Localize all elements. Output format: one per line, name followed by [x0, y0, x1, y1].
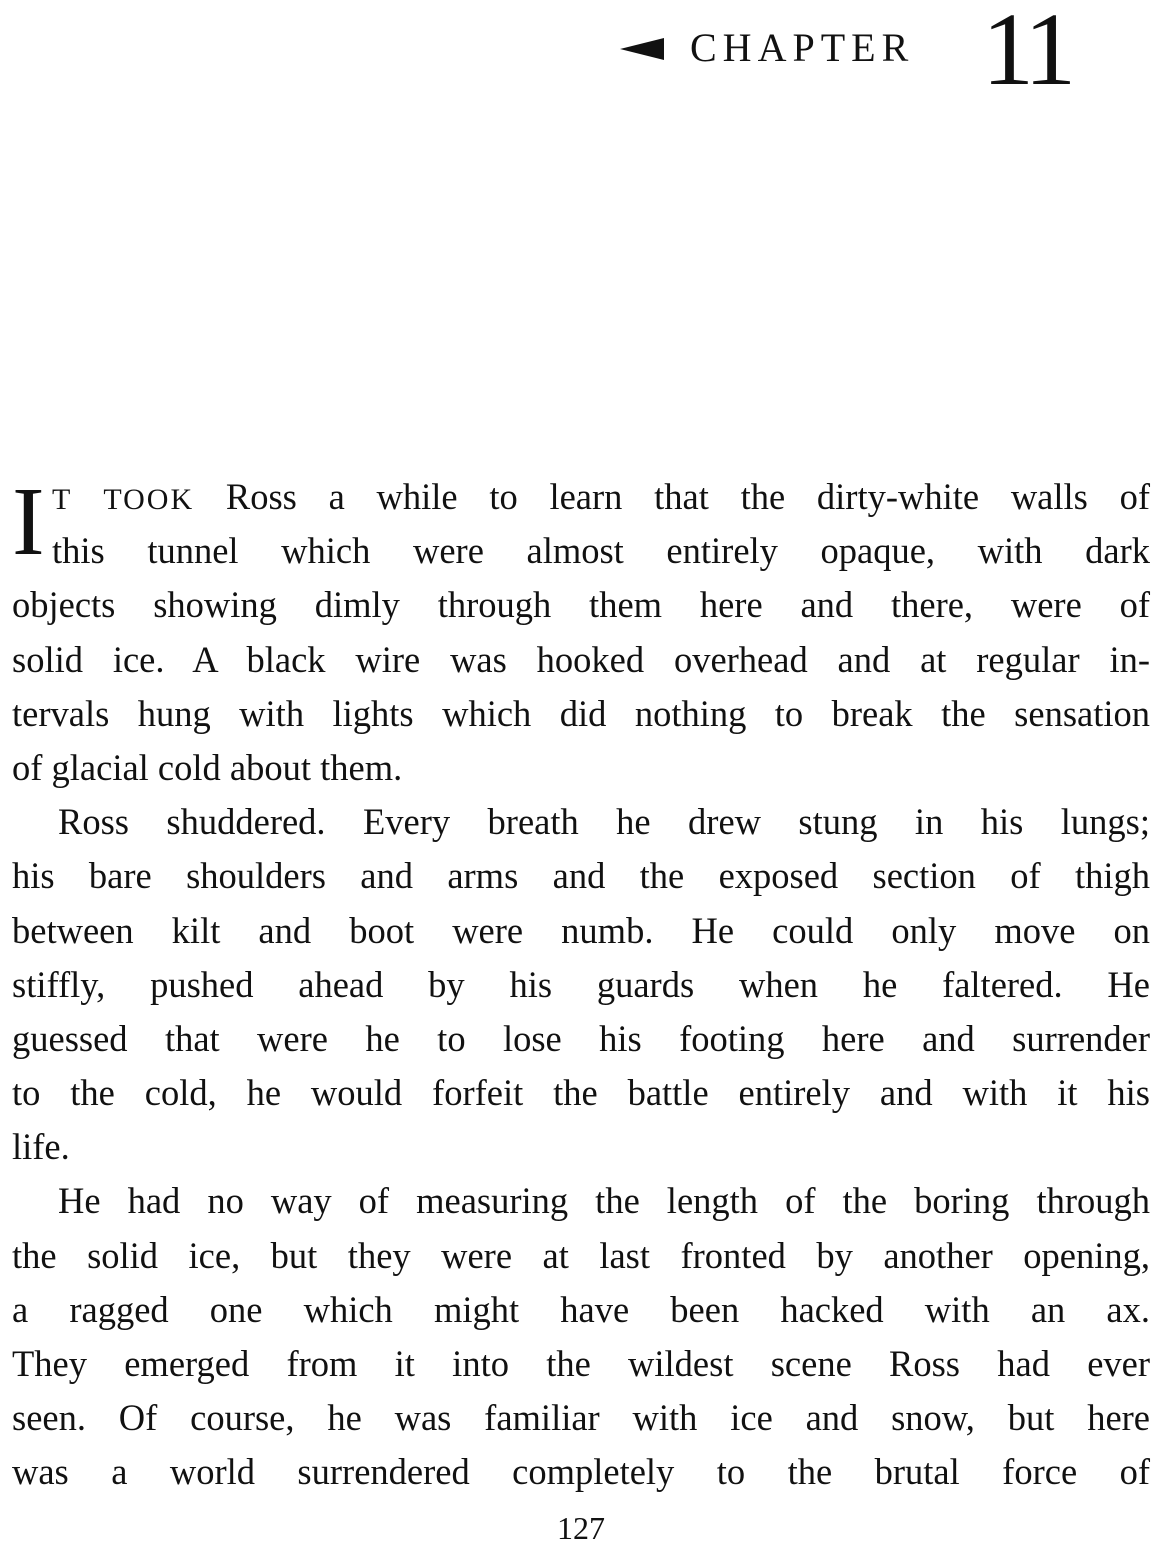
chapter-number: 11 [982, 0, 1071, 107]
text-line: to the cold, he would forfeit the battle entirely and with it his [12, 1072, 1150, 1114]
opening-small-caps: T TOOK [52, 483, 195, 516]
text-line: guessed that were he to lose his footing here and surrender [12, 1017, 1150, 1059]
chapter-label: CHAPTER [690, 25, 915, 70]
text-line: seen. Of course, he was familiar with ice and snow, but here [12, 1397, 1150, 1439]
text-line: the solid ice, but they were at last fronted by another opening, [12, 1234, 1150, 1276]
body-text [12, 470, 1150, 1500]
text-line: objects showing dimly through them here and there, were of [12, 584, 1150, 626]
text-line: a ragged one which might have been hacked with an ax. [12, 1288, 1150, 1330]
text-line: his bare shoulders and arms and the exposed section of thigh [12, 855, 1150, 897]
text-line: Ross shuddered. Every breath he drew stung in his lungs; [58, 801, 1150, 843]
text-line: this tunnel which were almost entirely opaque, with dark [52, 530, 1150, 572]
text-line: solid ice. A black wire was hooked overhead and at regular in- [12, 638, 1150, 680]
paragraph-1 [12, 470, 1150, 795]
text-line: stiffly, pushed ahead by his guards when he faltered. He [12, 963, 1150, 1005]
text-line: He had no way of measuring the length of the boring through [58, 1180, 1150, 1222]
paragraph-3 [12, 1174, 1150, 1499]
text-line: life. [12, 1126, 70, 1168]
text-line: between kilt and boot were numb. He could only move on [12, 909, 1150, 951]
text-line: was a world surrendered completely to the brutal force of [12, 1451, 1150, 1493]
text-line: They emerged from it into the wildest scene Ross had ever [12, 1343, 1150, 1384]
drop-cap: I [12, 468, 45, 576]
page-number: 127 [557, 1510, 605, 1546]
text-line: of glacial cold about them. [12, 746, 403, 788]
text-line: tervals hung with lights which did nothing to break the sensation [12, 692, 1150, 734]
chapter-arrow-icon [620, 38, 664, 60]
paragraph-2 [12, 795, 1150, 1174]
text-line: Ross a while to learn that the dirty-white walls of [225, 476, 1150, 517]
chapter-heading [0, 0, 1162, 107]
